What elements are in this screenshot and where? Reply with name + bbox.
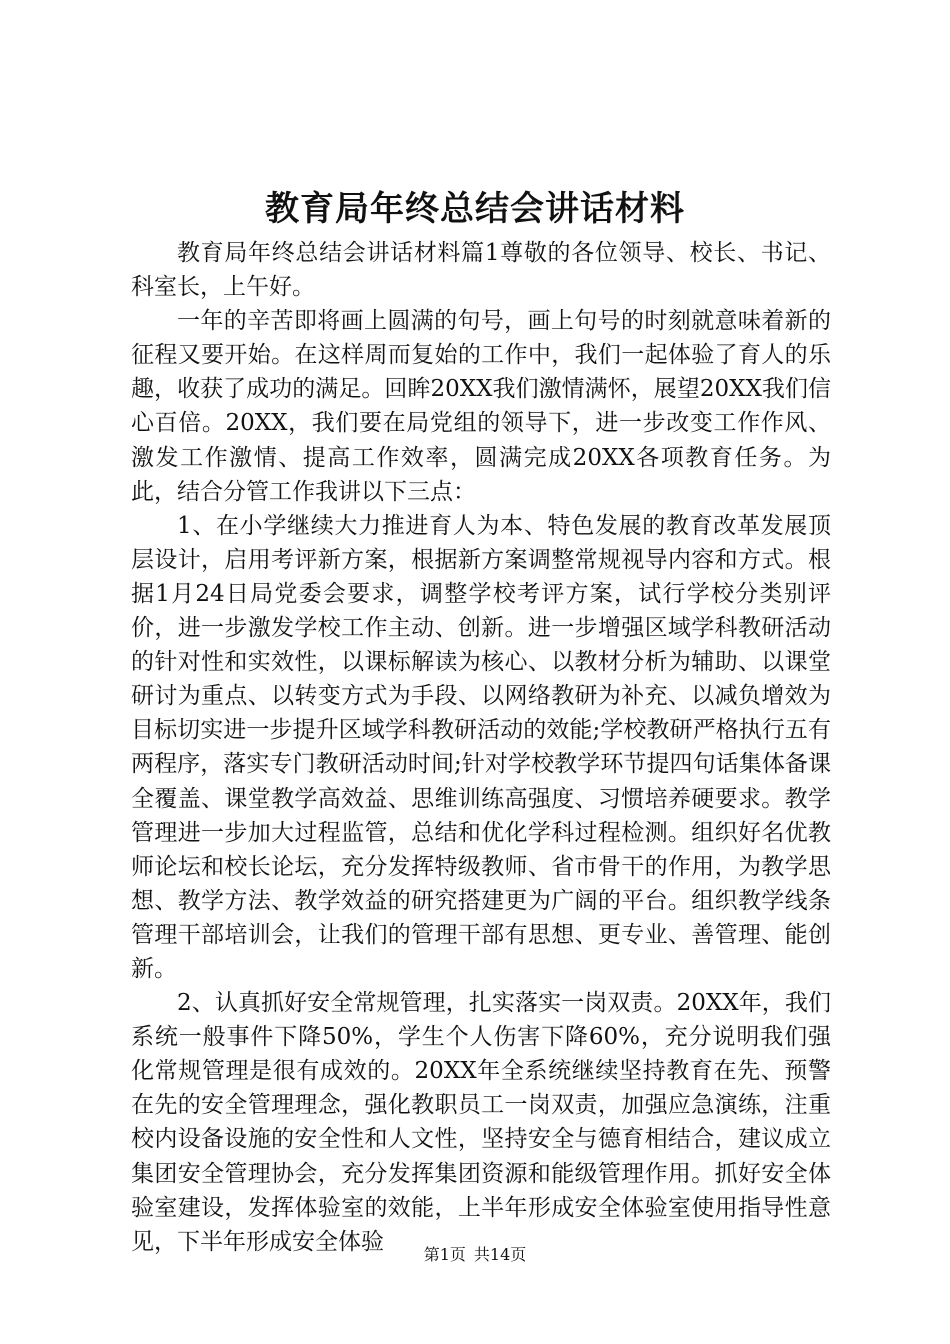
page-number: 第1页 (423, 1245, 466, 1264)
page-footer (0, 1243, 950, 1267)
document-title: 教育局年终总结会讲话材料 (265, 189, 685, 229)
paragraph-point-2: 2、认真抓好安全常规管理，扎实落实一岗双责。20XX年，我们系统一般事件下降50%，学生个人伤害下降60%，充分说明我们强化常规管理是很有成效的。20XX年全系统继续坚持教育在先、预警在先的安全管理理念，强化教职员工一岗双责，加强应急演练，注重校内设备设施的安全性和人文性，坚持安全与德育相结合，建议成立集团安全管理协会，充分发挥集团资源和能级管理作用。抓好安全体验室建设，发挥体验室的效能，上半年形成安全体验室使用指导性意见，下半年形成安全体验 (131, 990, 831, 1255)
page-total: 共14页 (473, 1245, 527, 1264)
paragraph-point-1: 1、在小学继续大力推进育人为本、特色发展的教育改革发展顶层设计，启用考评新方案，根据新方案调整常规视导内容和方式。根据1月24日局党委会要求，调整学校考评方案，试行学校分类别评价，进一步激发学校工作主动、创新。进一步增强区域学科教研活动的针对性和实效性，以课标解读为核心、以教材分析为辅助、以课堂研讨为重点、以转变方式为手段、以网络教研为补充、以减负增效为目标切实进一步提升区域学科教研活动的效能;学校教研严格执行五有两程序，落实专门教研活动时间;针对学校教学环节提四句话集体备课全覆盖、课堂教学高效益、思维训练高强度、习惯培养硬要求。教学管理进一步加大过程监管，总结和优化学科过程检测。组织好名优教师论坛和校长论坛，充分发挥特级教师、省市骨干的作用，为教学思想、教学方法、教学效益的研究搭建更为广阔的平台。组织教学线条管理干部培训会，让我们的管理干部有思想、更专业、善管理、能创新。 (131, 512, 831, 982)
document-body (131, 236, 831, 1259)
paragraph-greeting: 教育局年终总结会讲话材料篇1尊敬的各位领导、校长、书记、科室长，上午好。 (131, 240, 831, 301)
paragraph-intro: 一年的辛苦即将画上圆满的句号，画上句号的时刻就意味着新的征程又要开始。在这样周而复始的工作中，我们一起体验了育人的乐趣，收获了成功的满足。回眸20XX我们激情满怀，展望20XX我们信心百倍。20XX，我们要在局党组的领导下，进一步改变工作作风、激发工作激情、提高工作效率，圆满完成20XX各项教育任务。为此，结合分管工作我讲以下三点： (131, 308, 831, 505)
